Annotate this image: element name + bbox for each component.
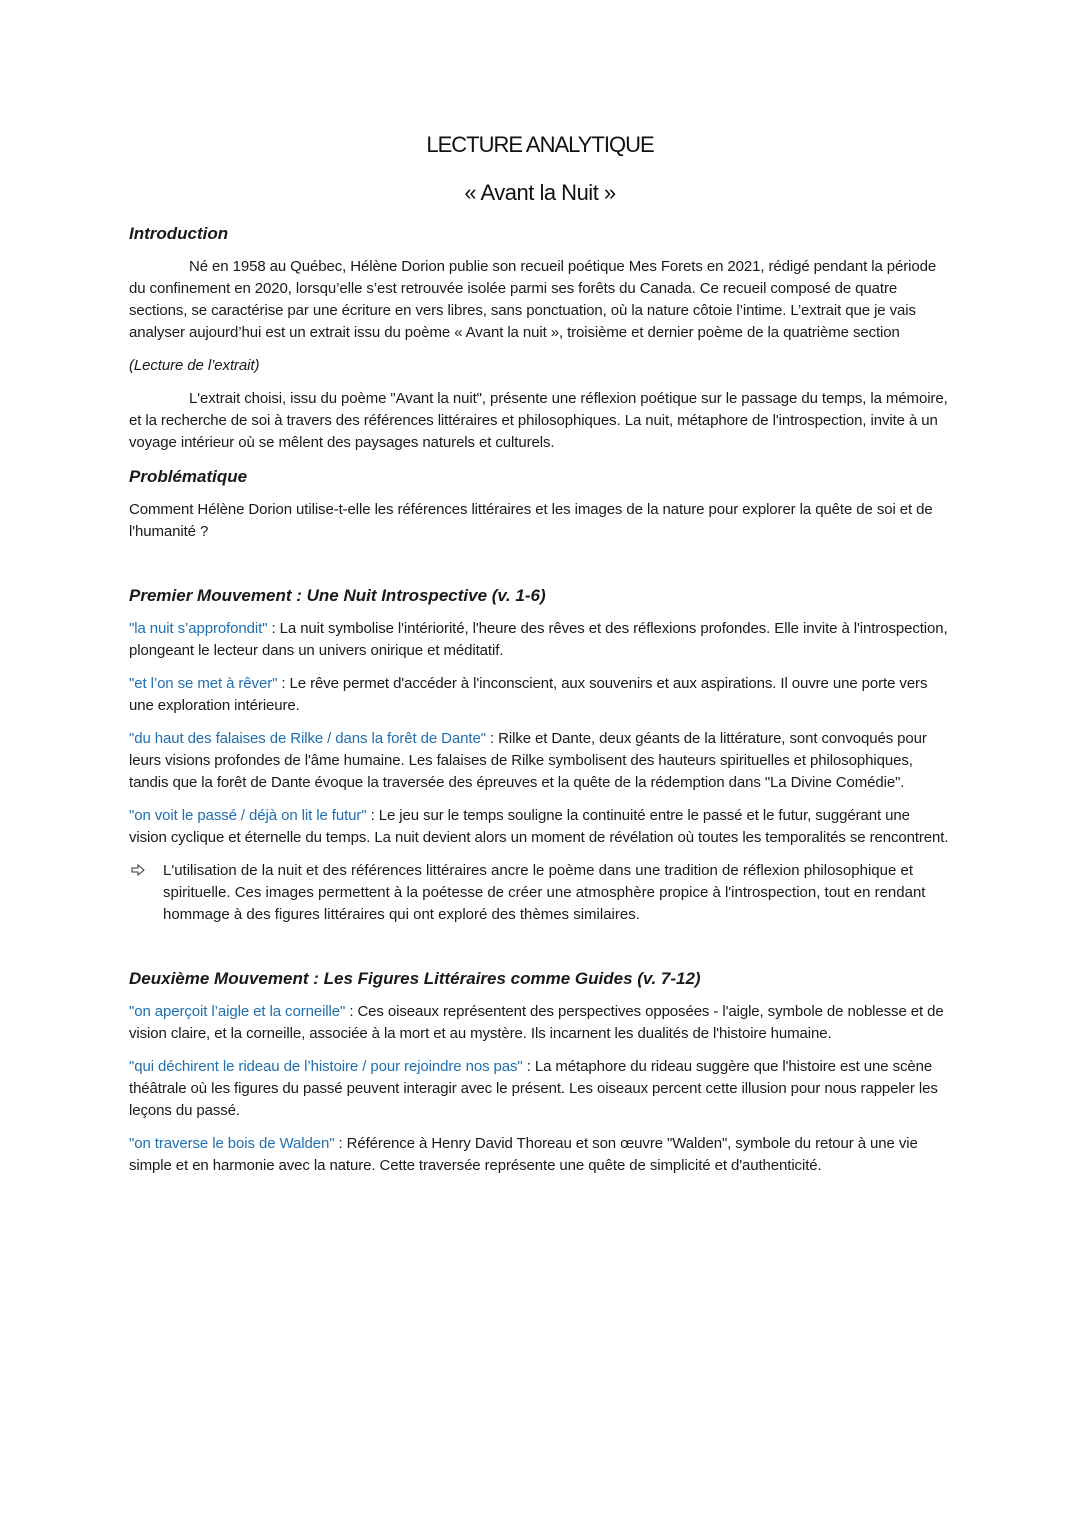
problematique-text: Comment Hélène Dorion utilise-t-elle les références littéraires et les images de la nature pour explorer la quête de soi et de l'humanité ?	[129, 501, 933, 540]
movement-1-conclusion	[129, 860, 951, 926]
spacer	[129, 554, 951, 584]
reading-note: (Lecture de l’extrait)	[129, 357, 260, 374]
movement-2-item-quote: "on traverse le bois de Walden"	[129, 1135, 335, 1152]
movement-2-item-text: : Référence à Henry David Thoreau et son œuvre "Walden", symbole du retour à une vie simple et en harmonie avec la nature. Cette traversée représente une quête de simplicité et d'authenticité.	[129, 1135, 918, 1174]
movement-1-item-text: : Le rêve permet d'accéder à l'inconscient, aux souvenirs et aux aspirations. Il ouvre une porte vers une exploration intérieure.	[129, 675, 928, 714]
movement-1-item-quote: "on voit le passé / déjà on lit le futur"	[129, 807, 367, 824]
movement-2-item	[129, 1133, 951, 1177]
movement-1-item-quote: "la nuit s’approfondit"	[129, 620, 268, 637]
document-subtitle: « Avant la Nuit »	[464, 180, 616, 205]
introduction-paragraph-2: L'extrait choisi, issu du poème "Avant la nuit", présente une réflexion poétique sur le passage du temps, la mémoire, et la recherche de soi à travers des références littéraires et philosophiques. La nuit, métaphore de l'introspection, invite à un voyage intérieur où se mêlent des paysages naturels et culturels.	[129, 390, 948, 451]
movement-1-item	[129, 673, 951, 717]
movement-1-item	[129, 805, 951, 849]
introduction-paragraph-1: Né en 1958 au Québec, Hélène Dorion publie son recueil poétique Mes Forets en 2021, rédigé pendant la période du confinement en 2020, lorsqu’elle s’est retrouvée isolée parmi ses forêts du Canada. Ce recueil composé de quatre sections, se caractérise par une écriture en vers libres, sans ponctuation, où la nature côtoie l’intime. L’extrait que je vais analyser aujourd’hui est un extrait issu du poème « Avant la nuit », troisième et dernier poème de la quatrième section	[129, 258, 937, 341]
movement-2-item	[129, 1056, 951, 1122]
movement-2-heading: Deuxième Mouvement : Les Figures Littéraires comme Guides (v. 7-12)	[129, 969, 701, 988]
movement-1-item-quote: "et l’on se met à rêver"	[129, 675, 278, 692]
movement-2-item-quote: "qui déchirent le rideau de l’histoire / pour rejoindre nos pas"	[129, 1058, 523, 1075]
spacer	[129, 937, 951, 967]
movement-1-item	[129, 728, 951, 794]
movement-2-item	[129, 1001, 951, 1045]
movement-1-heading: Premier Mouvement : Une Nuit Introspective (v. 1-6)	[129, 586, 546, 605]
document-title: LECTURE ANALYTIQUE	[426, 132, 654, 157]
movement-1-conclusion-text: L'utilisation de la nuit et des références littéraires ancre le poème dans une tradition de réflexion philosophique et spirituelle. Ces images permettent à la poétesse de créer une atmosphère propice à l'introspection, tout en rendant hommage à des figures littéraires qui ont exploré des thèmes similaires.	[163, 862, 926, 923]
movement-1-item-text: : Le jeu sur le temps souligne la continuité entre le passé et le futur, suggérant une vision cyclique et éternelle du temps. La nuit devient alors un moment de révélation où toutes les temporalités se rencontrent.	[129, 807, 949, 846]
document-page	[129, 130, 951, 1188]
movement-1-item-text: : La nuit symbolise l'intériorité, l'heure des rêves et des réflexions profondes. Elle invite à l'introspection, plongeant le lecteur dans un univers onirique et méditatif.	[129, 620, 948, 659]
movement-1-item-text: : Rilke et Dante, deux géants de la littérature, sont convoqués pour leurs visions profondes de l'âme humaine. Les falaises de Rilke symbolisent des hauteurs spirituelles et philosophiques, tandis que la forêt de Dante évoque la traversée des épreuves et la quête de la rédemption dans "La Divine Comédie".	[129, 730, 927, 791]
introduction-heading: Introduction	[129, 224, 229, 243]
movement-1-item-quote: "du haut des falaises de Rilke / dans la forêt de Dante"	[129, 730, 486, 747]
problematique-heading: Problématique	[129, 467, 248, 486]
movement-2-item-text: : Ces oiseaux représentent des perspectives opposées - l'aigle, symbole de noblesse et de vision claire, et la corneille, associée à la mort et au mystère. Ils incarnent les dualités de l'histoire humaine.	[129, 1003, 944, 1042]
movement-2-item-quote: "on aperçoit l’aigle et la corneille"	[129, 1003, 346, 1020]
movement-1-item	[129, 618, 951, 662]
movement-2-item-text: : La métaphore du rideau suggère que l'histoire est une scène théâtrale où les figures du passé peuvent interagir avec le présent. Les oiseaux percent cette illusion pour nous rappeler les leçons du passé.	[129, 1058, 938, 1119]
arrow-right-icon	[129, 860, 163, 926]
